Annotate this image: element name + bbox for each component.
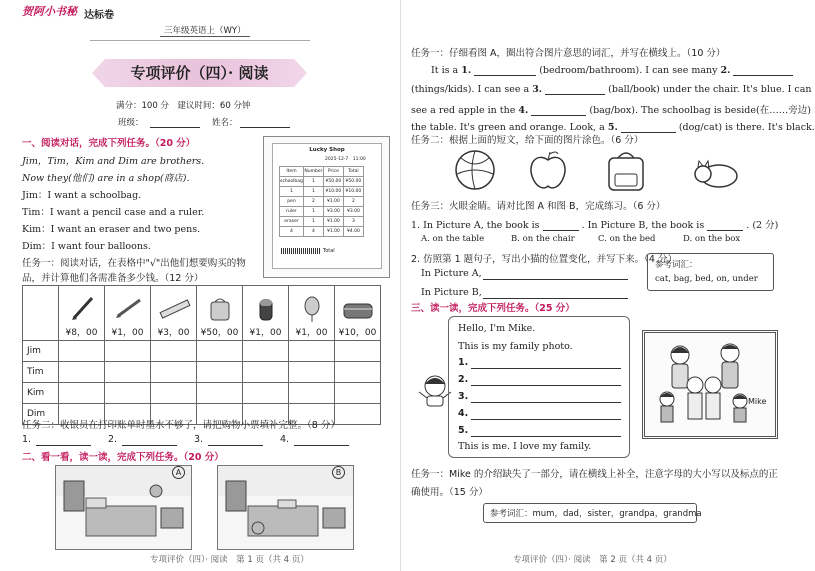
check-cell[interactable] [105, 383, 151, 404]
q1-text-c: . (2 分) [746, 220, 779, 231]
answer-blank[interactable] [208, 434, 263, 446]
answer-blank[interactable] [471, 425, 621, 437]
header-divider [90, 40, 310, 41]
item-pencilcase-head [335, 286, 381, 341]
check-cell[interactable] [59, 341, 105, 362]
row-name: Kim [23, 383, 59, 404]
option-a[interactable]: A. on the table [421, 234, 485, 244]
pencil-case-icon [338, 294, 378, 322]
dialog-line: Jim：I want a schoolbag. [22, 190, 142, 201]
check-cell[interactable] [243, 341, 289, 362]
check-cell[interactable] [335, 383, 381, 404]
logo-sub: 达标卷 [84, 10, 114, 21]
price: ¥1，00 [249, 328, 282, 338]
family-photo [642, 330, 778, 439]
check-cell[interactable] [59, 362, 105, 383]
option-d[interactable]: D. on the box [683, 234, 741, 244]
text: (things/kids). I can see a [411, 84, 530, 95]
check-cell[interactable] [151, 341, 197, 362]
name-blank[interactable] [240, 116, 290, 128]
receipt-cell: 1 [303, 217, 323, 227]
check-cell[interactable] [335, 362, 381, 383]
pic-a-line: In Picture A, [421, 268, 482, 279]
answer-blank[interactable] [471, 408, 621, 420]
text: (dog/cat) is there. It's black. [678, 122, 815, 133]
q2: 2. 仿照第 1 题句子，写出小猫的位置变化，并写下来。（4 分） [411, 254, 677, 265]
vocab-box [647, 253, 774, 291]
answer-blank[interactable] [543, 219, 579, 231]
check-cell[interactable] [197, 383, 243, 404]
card-num: 4. [458, 408, 469, 419]
footer-right: 专项评价（四）· 阅读 第 2 页（共 4 页） [513, 555, 672, 565]
picture-b-label: B [332, 466, 345, 479]
page-right [401, 0, 815, 571]
dialog-line: Jim，Tim，Kim and Dim are brothers. [22, 156, 205, 167]
card-num: 1. [458, 357, 469, 368]
picture-b [217, 465, 354, 550]
passage-line [411, 83, 812, 95]
corner-cell [23, 286, 59, 341]
pencil-icon [108, 294, 148, 322]
card-num: 5. [458, 425, 469, 436]
receipt-cell: ¥10.00 [323, 187, 343, 197]
check-cell[interactable] [197, 362, 243, 383]
eraser-icon [246, 294, 286, 322]
answer-blank[interactable] [483, 268, 628, 280]
section3-heading: 三、读一读，完成下列任务。（25 分） [411, 303, 575, 314]
receipt-cell: 2 [343, 197, 363, 207]
price: ¥1，00 [111, 328, 144, 338]
receipt-cell: ¥1.00 [323, 197, 343, 207]
cat-icon[interactable] [691, 152, 741, 190]
receipt-header: Price [323, 167, 343, 177]
bedroom-drawing [218, 466, 353, 549]
receipt-cell: 1 [303, 187, 323, 197]
vocab2-box [483, 503, 702, 523]
task2-text: 任务二：收银员在打印账单时墨水不够了，请把购物小票填补完整。（8 分） [22, 420, 340, 431]
text: (ball/book) under the chair. It's blue. I can [608, 84, 812, 95]
receipt-cell: ¥1.00 [323, 217, 343, 227]
check-cell[interactable] [289, 341, 335, 362]
card-num: 3. [458, 391, 469, 402]
q1-text-b: . In Picture B, the book is [581, 220, 705, 231]
receipt [272, 143, 382, 269]
price: ¥1，00 [295, 328, 328, 338]
blank-num: 4. [280, 434, 290, 445]
page-title: 专项评价（四）· 阅读 [130, 64, 269, 82]
answer-blank[interactable] [36, 434, 91, 446]
dialog-line: Now they(他们) are in a shop(商店). [22, 173, 190, 184]
price: ¥50，00 [200, 328, 239, 338]
receipt-cell: ¥3.00 [343, 207, 363, 217]
q1 [411, 217, 778, 231]
answer-blank[interactable] [294, 434, 349, 446]
num: 1. [461, 65, 472, 76]
answer-blank[interactable] [471, 391, 621, 403]
footer-left: 专项评价（四）· 阅读 第 1 页（共 4 页） [150, 555, 309, 565]
answer-blank[interactable] [122, 434, 177, 446]
check-cell[interactable] [289, 362, 335, 383]
family-drawing [645, 333, 775, 436]
receipt-date: 2025-12-7 11:00 [325, 157, 366, 162]
receipt-cell: ¥4.00 [343, 227, 363, 237]
check-cell[interactable] [151, 362, 197, 383]
picture-a [55, 465, 192, 550]
right-task3: 任务三：火眼金睛。请对比图 A 和图 B，完成练习。（6 分） [411, 201, 666, 212]
price: ¥3，00 [157, 328, 190, 338]
final-task: 任务一：Mike 的介绍缺失了一部分，请在横线上补全，注意字母的大小写以及标点的正 [411, 469, 778, 480]
price: ¥8，00 [65, 328, 98, 338]
check-cell[interactable] [243, 383, 289, 404]
receipt-printer [263, 136, 390, 278]
row-name: Tim [23, 362, 59, 383]
picture-a-label: A [172, 466, 185, 479]
name-label: 姓名： [212, 118, 238, 128]
right-task1: 任务一：仔细看图 A，圈出符合图片意思的词汇，并写在横线上。（10 分） [411, 48, 726, 59]
answer-blank[interactable] [483, 287, 628, 299]
ball-icon[interactable] [451, 148, 499, 192]
num: 5. [607, 122, 618, 133]
check-cell[interactable] [197, 341, 243, 362]
receipt-cell: 2 [303, 197, 323, 207]
receipt-title: Lucky Shop [309, 147, 345, 153]
blank-num: 3. [194, 434, 204, 445]
meta-line: 满分：100 分 建议时间：60 分钟 [116, 101, 251, 111]
receipt-total: Total [323, 248, 335, 254]
class-blank[interactable] [150, 116, 200, 128]
receipt-cell: 1 [280, 187, 304, 197]
answer-blank[interactable] [733, 64, 793, 76]
row-name: Jim [23, 341, 59, 362]
item-ruler-head [151, 286, 197, 341]
answer-blank[interactable] [531, 104, 586, 116]
check-cell[interactable] [335, 404, 381, 425]
bedroom-drawing [56, 466, 191, 549]
ruler-icon [154, 294, 194, 322]
row-name: Dim [23, 404, 59, 425]
answer-blank[interactable] [707, 219, 743, 231]
receipt-cell: 1 [303, 177, 323, 187]
answer-blank[interactable] [474, 64, 536, 76]
shopping-table [22, 285, 381, 425]
check-cell[interactable] [151, 383, 197, 404]
receipt-header: Item [280, 167, 304, 177]
passage-line [411, 102, 811, 116]
option-c[interactable]: C. on the bed [598, 234, 656, 244]
vocab-title: 参考词汇： [655, 260, 698, 270]
item-pencil-head [105, 286, 151, 341]
item-eraser-head [243, 286, 289, 341]
receipt-cell: pen [280, 197, 304, 207]
item-schoolbag-head [59, 286, 105, 341]
apple-icon[interactable] [526, 148, 570, 192]
answer-blank[interactable] [471, 374, 621, 386]
schoolbag-icon [200, 294, 240, 322]
receipt-header: Total [343, 167, 363, 177]
card-num: 2. [458, 374, 469, 385]
check-cell[interactable] [59, 383, 105, 404]
vocab2-text: 参考词汇：mum，dad，sister，grandpa，grandma [490, 509, 702, 519]
check-cell[interactable] [335, 341, 381, 362]
task1-text: 任务一：阅读对话，在表格中"√"出他们想要购买的物 [22, 258, 246, 269]
receipt-cell: 1 [303, 207, 323, 217]
receipt-cell: ruler [280, 207, 304, 217]
final-task-2: 确使用。（15 分） [411, 487, 488, 498]
num: 3. [532, 84, 543, 95]
dialog-line: Tim：I want a pencil case and a ruler. [22, 207, 205, 218]
item-bag-head [197, 286, 243, 341]
intro-card [448, 316, 630, 458]
schoolbag-icon[interactable] [603, 146, 649, 194]
receipt-cell: ¥1.00 [323, 227, 343, 237]
card-end: This is me. I love my family. [458, 441, 592, 452]
balloon-icon [292, 294, 332, 322]
blank-num: 2. [108, 434, 118, 445]
pen-icon [62, 294, 102, 322]
section2-heading: 二、看一看，读一读，完成下列任务。（20 分） [22, 452, 224, 463]
blank-num: 1. [22, 434, 32, 445]
check-cell[interactable] [243, 362, 289, 383]
option-b[interactable]: B. on the chair [511, 234, 575, 244]
check-cell[interactable] [289, 383, 335, 404]
check-cell[interactable] [105, 362, 151, 383]
card-hello: Hello, I'm Mike. [458, 323, 536, 334]
passage-line [431, 64, 793, 76]
num: 2. [720, 65, 731, 76]
num: 4. [518, 105, 529, 116]
receipt-cell: ¥50.00 [323, 177, 343, 187]
receipt-cell: ¥50.00 [343, 177, 363, 187]
text: (bag/box). The schoolbag is beside(在……旁边) [589, 105, 811, 116]
answer-blank[interactable] [545, 83, 605, 95]
text: It is a [431, 65, 459, 76]
receipt-cell: ¥3.00 [323, 207, 343, 217]
pic-b-line: In Picture B, [421, 287, 482, 298]
text: (bedroom/bathroom). I can see many [539, 65, 718, 76]
text: the table. It's green and orange. Look, a [411, 122, 605, 133]
receipt-table [279, 166, 364, 237]
mike-label: Mike [748, 397, 767, 406]
check-cell[interactable] [105, 341, 151, 362]
right-task2: 任务二：根据上面的短文，给下面的图片涂色。（6 分） [411, 135, 644, 146]
receipt-header: Number [303, 167, 323, 177]
answer-blank[interactable] [471, 357, 621, 369]
receipt-cell: 4 [280, 227, 304, 237]
receipt-cell: 3 [343, 217, 363, 227]
item-balloon-head [289, 286, 335, 341]
vocab-list: cat, bag, bed, on, under [655, 274, 758, 284]
receipt-cell: eraser [280, 217, 304, 227]
logo: 贺阿小书秘 [22, 5, 77, 18]
card-family: This is my family photo. [458, 341, 573, 352]
dialog-line: Kim：I want an eraser and two pens. [22, 224, 201, 235]
task1-text-2: 品，并计算他们各需准备多少钱。（12 分） [22, 273, 204, 284]
grade-label: 三年级英语上（WY） [160, 24, 250, 37]
section1-heading: 一、阅读对话，完成下列任务。（20 分） [22, 138, 196, 149]
text: see a red apple in the [411, 105, 516, 116]
receipt-cell: 4 [303, 227, 323, 237]
price: ¥10，00 [338, 328, 377, 338]
receipt-cell: ¥10.00 [343, 187, 363, 197]
class-label: 班级： [118, 118, 144, 128]
receipt-cell: schoolbag [280, 177, 304, 187]
page-left [0, 0, 401, 571]
dialog-line: Dim：I want four balloons. [22, 241, 151, 252]
q1-text: 1. In Picture A, the book is [411, 220, 540, 231]
barcode [281, 248, 321, 254]
